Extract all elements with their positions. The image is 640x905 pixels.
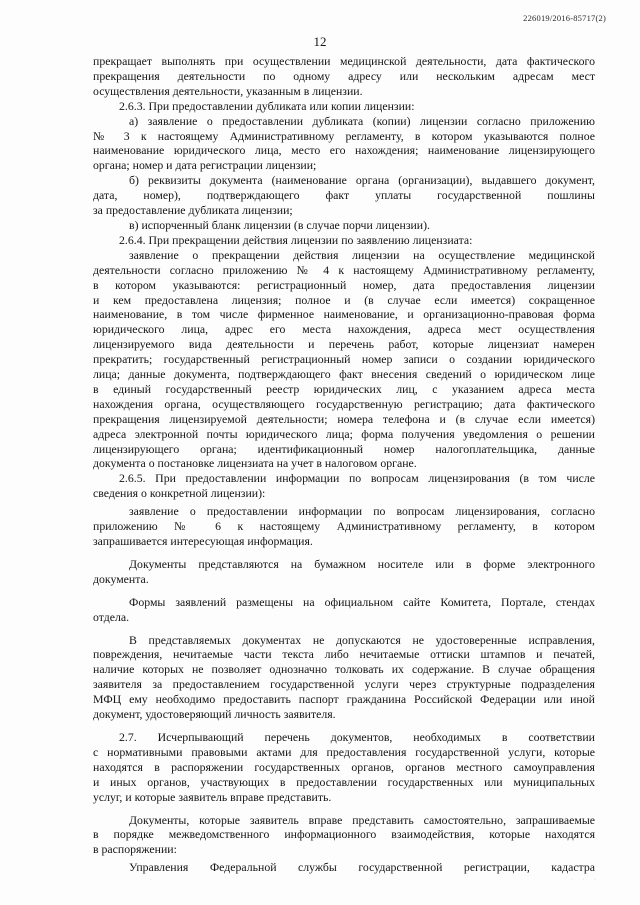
text-line: отдела. <box>93 609 130 624</box>
text-line: прекратить; государственный регистрационный номер записи о создании юридического <box>93 352 595 367</box>
text-line: в котором указываются: регистрационный номер, дата предоставления лицензии <box>93 277 595 292</box>
text-line: запрашивается интересующая информация. <box>93 534 313 548</box>
text-line: приложению № 6 к настоящему Административному регламенту, в котором <box>93 519 595 534</box>
text-line: юридического лица, адрес его места нахождения, адреса мест осуществления <box>93 322 595 337</box>
text-line: деятельности согласно приложению № 4 к настоящему Административному регламенту, <box>93 262 595 277</box>
text-line: Документы представляются на бумажном носителе или в форме электронного <box>129 556 595 571</box>
document-body <box>93 54 595 875</box>
text-line: и иных органов, участвующих в предоставлении государственных или муниципальных <box>93 774 595 789</box>
text-line: документа о постановке лицензиата на учет в налоговом органе. <box>93 456 417 471</box>
text-line: № 3 к настоящему Административному регламенту, в котором указываются полное <box>93 128 595 143</box>
text-line: адреса электронной почты юридического лица; форма получения уведомления о решении <box>93 426 595 441</box>
text-line: лицензирующего органа; идентификационный номер налогоплательщика, данные <box>93 441 595 456</box>
text-line: осуществления деятельности, указанным в лицензии. <box>93 83 363 98</box>
text-line: с нормативными правовыми актами для предоставления государственной услуги, которые <box>93 744 595 759</box>
text-line: наименование юридического лица, место его нахождения; наименование лицензирующего <box>93 143 595 158</box>
text-line: б) реквизиты документа (наименование органа (организации), выдавшего документ, <box>129 173 595 188</box>
text-line: в) испорченный бланк лицензии (в случае порчи лицензии). <box>129 217 430 232</box>
text-line: заявление о предоставлении информации по вопросам лицензирования, согласно <box>129 504 595 519</box>
text-line: услуг, и которые заявитель вправе представить. <box>93 789 332 804</box>
section-heading: 2.6.4. При прекращении действия лицензии по заявлению лицензиата: <box>119 232 473 247</box>
scan-speck: · <box>150 877 152 883</box>
section-heading: 2.7. Исчерпывающий перечень документов, необходимых в соответствии <box>119 729 595 744</box>
text-line: МФЦ ему необходимо предоставить паспорт гражданина Российской Федерации или иной <box>93 692 595 707</box>
text-line: сведения о конкретной лицензии): <box>93 486 266 501</box>
section-heading: 2.6.5. При предоставлении информации по вопросам лицензирования (в том числе <box>119 471 595 486</box>
text-line: заявление о прекращении действия лицензии на осуществление медицинской <box>129 247 595 262</box>
text-line: Управления Федеральной службы государственной регистрации, кадастра <box>129 860 595 875</box>
text-line: заявителя за предоставлением государственной услуги через структурные подразделения <box>93 677 595 692</box>
text-line: лицензируемого вида деятельности и перечень работ, которые лицензиат намерен <box>93 337 595 352</box>
text-line: наличие которых не позволяет однозначно толковать их содержание. В случае обращения <box>93 662 595 677</box>
page-number: 12 <box>313 34 327 49</box>
text-line: нахождения органа, осуществляющего государственную регистрацию; дата фактического <box>93 396 595 411</box>
text-line: Документы, которые заявитель вправе представить самостоятельно, запрашиваемые <box>129 812 595 827</box>
text-line: в порядке межведомственного информационного взаимодействия, которые находятся <box>93 827 595 842</box>
text-line: прекращает выполнять при осуществлении медицинской деятельности, дата фактического <box>93 54 595 68</box>
text-line: Формы заявлений размещены на официальном сайте Комитета, Портале, стендах <box>129 594 595 609</box>
text-line: документ, удостоверяющий личность заявителя. <box>93 707 336 722</box>
text-line: органа; номер и дата регистрации лицензии; <box>93 158 317 173</box>
text-line: находятся в распоряжении государственных органов, органов местного самоуправления <box>93 759 595 774</box>
text-line: документа. <box>93 571 149 586</box>
text-line: прекращения лицензируемой деятельности; номера телефона и (в случае если имеется) <box>93 411 595 426</box>
text-line: в единый государственный реестр юридических лиц, с указанием адреса места <box>93 381 595 396</box>
text-line: в распоряжении: <box>93 842 177 857</box>
text-line: дата, номер), подтверждающего факт уплаты государственной пошлины <box>93 188 595 203</box>
text-line: прекращения деятельности по одному адресу или нескольким адресам мест <box>93 68 595 83</box>
scan-speck: · · · <box>571 877 600 883</box>
text-line: лица; данные документа, подтверждающего факт внесения сведений о юридическом лице <box>93 367 595 382</box>
text-line: наименование, в том числе фирменное наименование, и организационно-правовая форма <box>93 307 595 322</box>
text-line: и кем предоставлена лицензия; полное и (в случае если имеется) сокращенное <box>93 292 595 307</box>
text-line: В представляемых документах не допускаются не удостоверенные исправления, <box>129 632 595 647</box>
document-id: 226019/2016-85717(2) <box>523 13 606 23</box>
section-heading: 2.6.3. При предоставлении дубликата или копии лицензии: <box>119 98 415 113</box>
text-line: за предоставление дубликата лицензии; <box>93 203 293 218</box>
text-line: а) заявление о предоставлении дубликата (копии) лицензии согласно приложению <box>129 113 595 128</box>
text-line: повреждения, нечитаемые части текста либо нечитаемые оттиски штампов и печатей, <box>93 647 595 662</box>
